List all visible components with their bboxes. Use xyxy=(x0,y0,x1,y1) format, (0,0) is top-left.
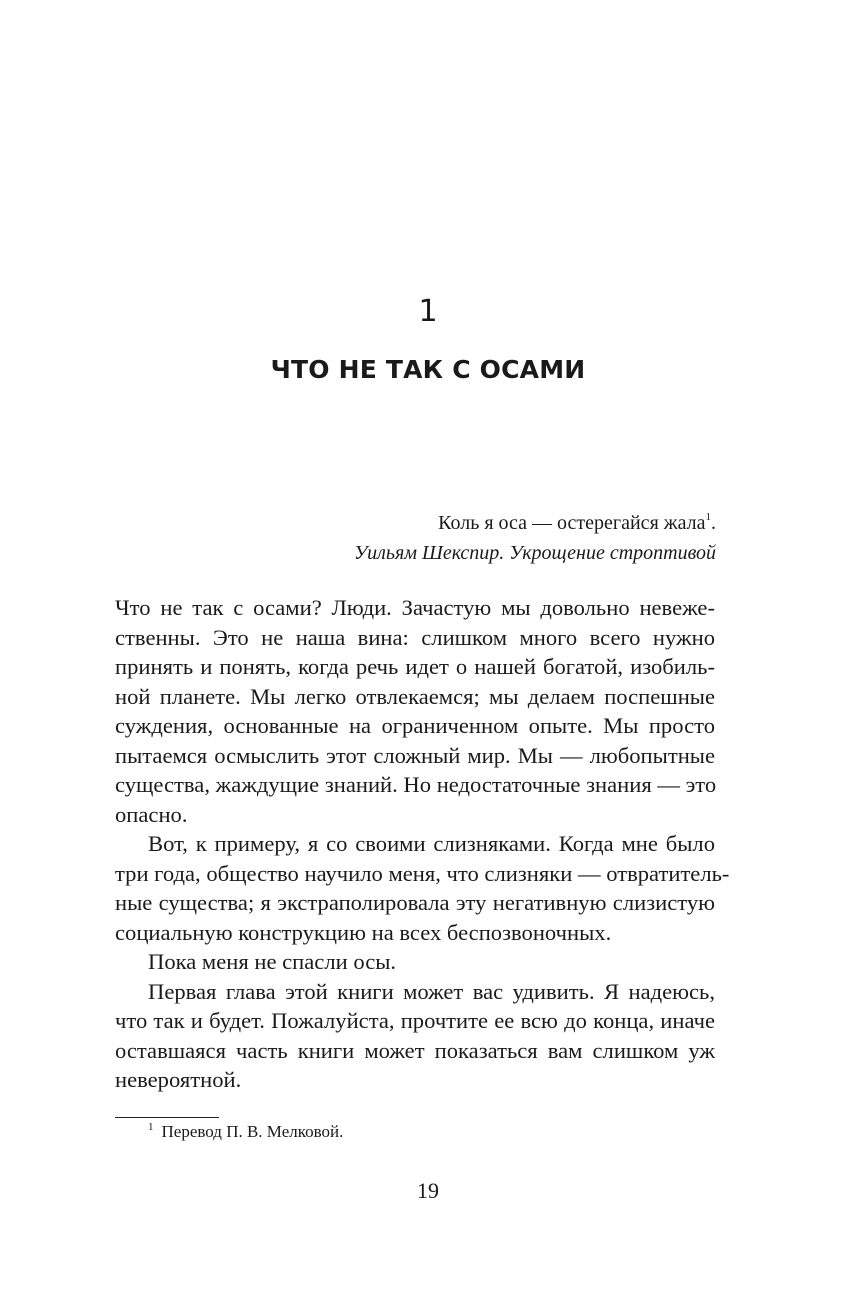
body-line: принять и понять, когда речь идет о нашей богатой, изобиль- xyxy=(115,654,715,679)
body-line: Вот, к примеру, я со своими слизняками. Когда мне было xyxy=(148,831,715,856)
body-line: что так и будет. Пожалуйста, прочтите ее всю до конца, иначе xyxy=(115,1008,715,1033)
epigraph-source: Уильям Шекспир. Укрощение строптивой xyxy=(353,542,716,564)
body-line: Пока меня не спасли осы. xyxy=(148,949,397,974)
body-text xyxy=(115,593,730,1095)
chapter-number: 1 xyxy=(418,294,438,329)
body-line: опасно. xyxy=(115,801,188,827)
epigraph-quote: Коль я оса — остерегайся жала xyxy=(438,512,706,534)
epigraph xyxy=(196,508,716,568)
body-line: ственны. Это не наша вина: слишком много всего нужно xyxy=(115,624,715,650)
body-line: ной планете. Мы легко отвлекаемся; мы делаем поспешные xyxy=(115,683,715,709)
footnote xyxy=(148,1120,343,1144)
footnote-divider xyxy=(115,1117,219,1118)
body-line: невероятной. xyxy=(115,1067,242,1092)
epigraph-quote-end: . xyxy=(711,512,716,534)
body-line: существа, жаждущие знаний. Но недостаточные знания — это xyxy=(115,772,717,797)
page-number: 19 xyxy=(417,1178,439,1203)
epigraph-quote-line xyxy=(196,508,716,538)
body-line: суждения, основанные на ограниченном опыте. Мы просто xyxy=(115,713,715,738)
body-line: три года, общество научило меня, что слизняки — отвратитель- xyxy=(115,860,730,886)
chapter-title: ЧТО НЕ ТАК С ОСАМИ xyxy=(270,355,586,384)
footnote-text: Перевод П. В. Мелковой. xyxy=(161,1122,344,1141)
body-line: пытаемся осмыслить этот сложный мир. Мы — любопытные xyxy=(115,742,715,768)
body-line: Что не так с осами? Люди. Зачастую мы довольно невеже- xyxy=(115,595,715,620)
footnote-mark: 1 xyxy=(148,1121,154,1133)
body-line: социальную конструкцию на всех беспозвоночных. xyxy=(115,919,612,945)
body-line: оставшаяся часть книги может показаться вам слишком уж xyxy=(115,1037,715,1063)
body-line: ные существа; я экстраполировала эту негативную слизистую xyxy=(115,890,715,915)
epigraph-footnote-ref: 1 xyxy=(705,511,711,523)
body-line: Первая глава этой книги может вас удивить. Я надеюсь, xyxy=(148,978,715,1004)
